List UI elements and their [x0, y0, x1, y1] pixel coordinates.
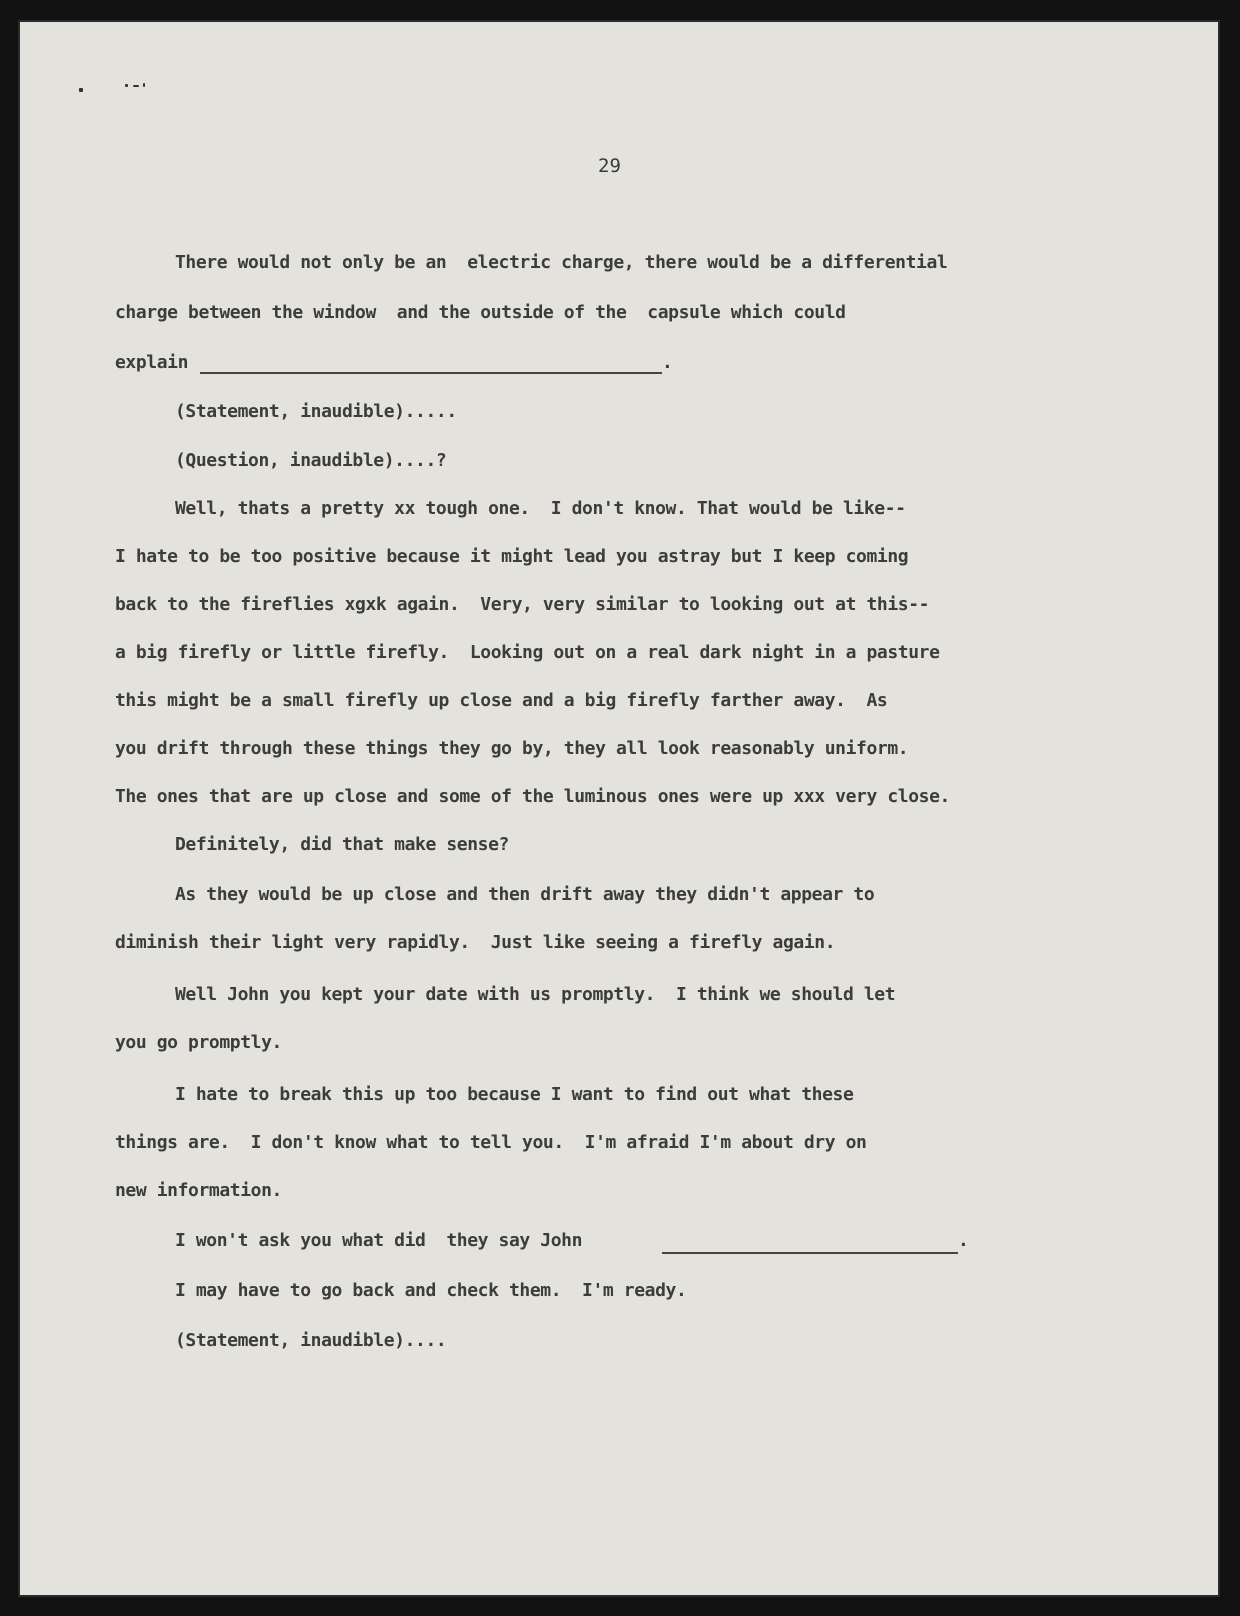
text-line: a big firefly or little firefly. Looking out on a real dark night in a pasture	[115, 642, 940, 663]
text-line: I may have to go back and check them. I'm ready.	[175, 1280, 687, 1301]
page-number: 29	[598, 155, 621, 177]
text-line: Definitely, did that make sense?	[175, 834, 509, 855]
text-line: you go promptly.	[115, 1032, 282, 1053]
text-line: I hate to be too positive because it might lead you astray but I keep coming	[115, 546, 909, 567]
scan-specks	[75, 80, 155, 100]
text-line: The ones that are up close and some of the luminous ones were up xxx very close.	[115, 786, 950, 807]
text-line: I hate to break this up too because I want to find out what these	[175, 1084, 854, 1105]
text-line: explain	[115, 352, 189, 373]
text-line: There would not only be an electric charge, there would be a differential	[175, 252, 948, 273]
blank-fill-line	[200, 372, 662, 374]
text-line: this might be a small firefly up close and a big firefly farther away. As	[115, 690, 888, 711]
text-line: Well John you kept your date with us promptly. I think we should let	[175, 984, 896, 1005]
text-line: diminish their light very rapidly. Just like seeing a firefly again.	[115, 932, 836, 953]
text-line: back to the fireflies xgxk again. Very, very similar to looking out at this--	[115, 594, 930, 615]
text-line: things are. I don't know what to tell you. I'm afraid I'm about dry on	[115, 1132, 867, 1153]
text-line: As they would be up close and then drift away they didn't appear to	[175, 884, 875, 905]
text-line: (Statement, inaudible)....	[175, 1330, 447, 1351]
text-line: .	[662, 352, 673, 373]
text-line: .	[958, 1230, 969, 1251]
text-line: (Statement, inaudible).....	[175, 401, 457, 422]
text-line: you drift through these things they go by, they all look reasonably uniform.	[115, 738, 909, 759]
text-line: I won't ask you what did they say John	[175, 1230, 583, 1251]
text-line: charge between the window and the outside of the capsule which could	[115, 302, 846, 323]
blank-fill-line	[662, 1252, 958, 1254]
text-line: new information.	[115, 1180, 282, 1201]
text-line: (Question, inaudible)....?	[175, 450, 447, 471]
text-line: Well, thats a pretty xx tough one. I don't know. That would be like--	[175, 498, 906, 519]
